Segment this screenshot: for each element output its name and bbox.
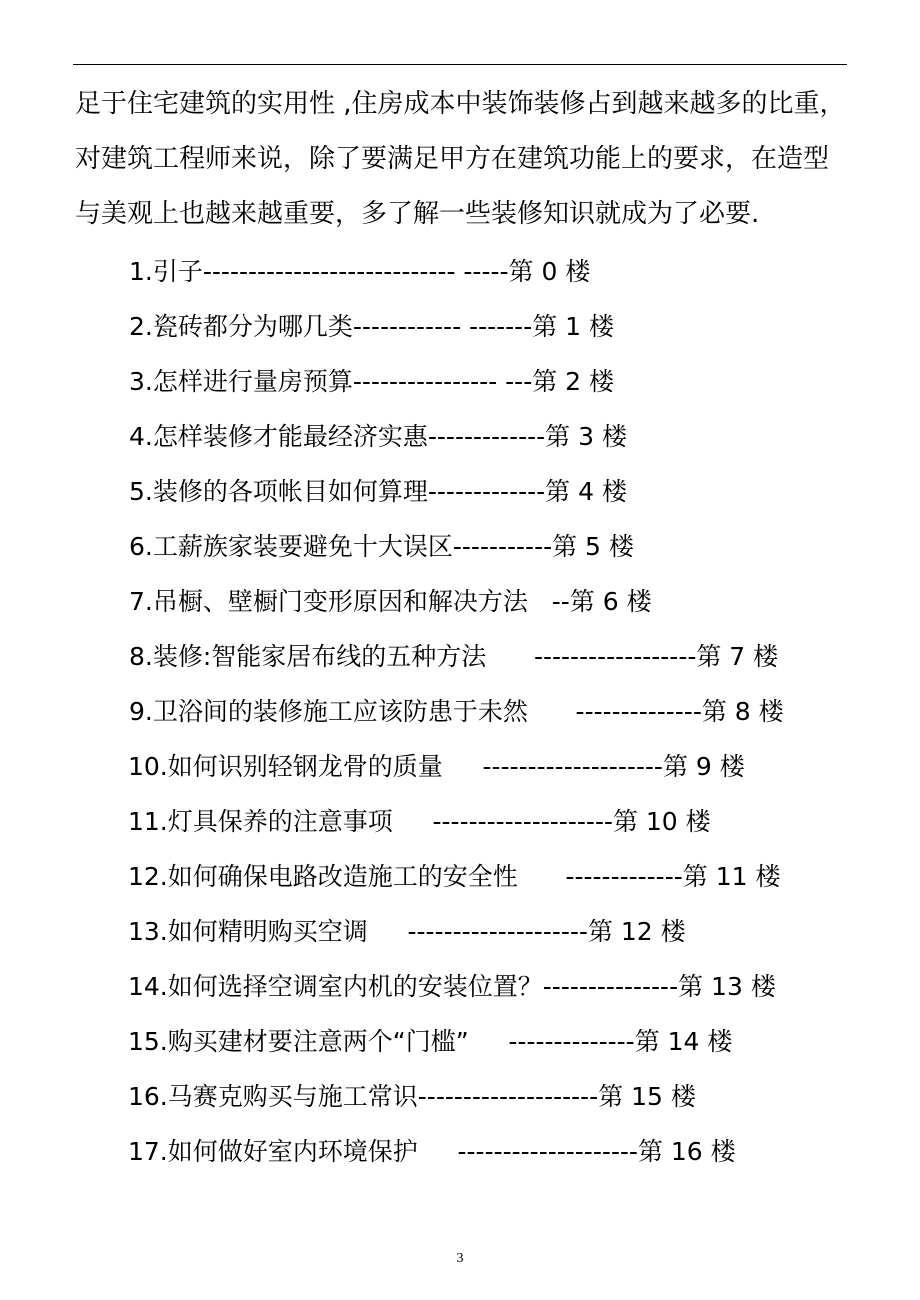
- toc-entry-number: 9.: [129, 697, 153, 726]
- toc-entry-number: 8.: [129, 642, 153, 671]
- toc-entry-floor: 第 6 楼: [569, 587, 652, 616]
- toc-entry-number: 3.: [129, 367, 153, 396]
- toc-entry-floor: 第 11 楼: [682, 862, 781, 891]
- toc-entry-floor: 第 2 楼: [532, 367, 615, 396]
- toc-entry-number: 15.: [128, 1027, 168, 1056]
- toc-entry-leader: ---------------: [542, 972, 679, 1001]
- toc-entry-leader: ------------------: [486, 642, 697, 671]
- toc-entry: [129, 366, 614, 398]
- toc-entry-title: 如何精明购买空调: [167, 917, 368, 946]
- toc-entry: [129, 641, 778, 673]
- toc-entry-floor: 第 1 楼: [532, 312, 615, 341]
- toc-entry-number: 6.: [129, 532, 153, 561]
- toc-entry-title: 灯具保养的注意事项: [167, 807, 393, 836]
- toc-entry-title: 吊橱、壁橱门变形原因和解决方法: [152, 587, 528, 616]
- toc-entry-number: 1.: [129, 257, 153, 286]
- toc-entry-number: 4.: [129, 422, 153, 451]
- toc-entry-number: 14.: [128, 972, 168, 1001]
- intro-paragraph-line: 足于住宅建筑的实用性 ,住房成本中装饰装修占到越来越多的比重，: [75, 89, 846, 119]
- toc-entry-title: 马赛克购买与施工常识: [167, 1082, 418, 1111]
- toc-entry-title: 装修:智能家居布线的五种方法: [152, 642, 487, 671]
- toc-entry-number: 7.: [129, 587, 153, 616]
- toc-entry: [128, 751, 745, 783]
- toc-entry: [129, 311, 614, 343]
- toc-entry-title: 引子: [152, 257, 203, 286]
- toc-entry-floor: 第 10 楼: [612, 807, 711, 836]
- toc-entry-floor: 第 12 楼: [587, 917, 686, 946]
- toc-entry: [129, 586, 652, 618]
- toc-entry-title: 如何确保电路改造施工的安全性: [167, 862, 518, 891]
- toc-entry-leader: -------------: [427, 422, 546, 451]
- toc-entry-leader: ------------ -------: [352, 312, 533, 341]
- toc-entry-leader: --------------------: [442, 752, 663, 781]
- toc-entry-floor: 第 0 楼: [508, 257, 591, 286]
- toc-entry: [129, 696, 784, 728]
- toc-entry-number: 17.: [128, 1137, 168, 1166]
- toc-entry: [129, 256, 590, 288]
- toc-entry-leader: ---------------------------- -----: [202, 257, 509, 286]
- page-number: 3: [456, 1251, 464, 1266]
- toc-entry-leader: --------------------: [392, 807, 613, 836]
- toc-entry-title: 怎样进行量房预算: [152, 367, 353, 396]
- toc-entry-floor: 第 13 楼: [678, 972, 776, 1001]
- toc-entry: [128, 1026, 732, 1058]
- toc-entry: [129, 531, 634, 563]
- toc-entry-floor: 第 7 楼: [696, 642, 779, 671]
- toc-entry-floor: 第 4 楼: [545, 477, 627, 506]
- toc-entry-title: 怎样装修才能最经济实惠: [152, 422, 428, 451]
- toc-entry-title: 卫浴间的装修施工应该防患于未然: [152, 697, 528, 726]
- toc-entry-leader: --------------------: [367, 917, 588, 946]
- toc-entry-leader: --: [527, 587, 570, 616]
- toc-entry-leader: -------------: [427, 477, 546, 506]
- toc-entry-number: 16.: [128, 1082, 168, 1111]
- toc-entry: [128, 861, 780, 893]
- toc-entry-title: 如何做好室内环境保护: [167, 1137, 418, 1166]
- toc-entry: [129, 476, 627, 508]
- toc-entry-number: 11.: [128, 807, 168, 836]
- toc-entry-number: 5.: [129, 477, 153, 506]
- intro-paragraph-line: 对建筑工程师来说，除了要满足甲方在建筑功能上的要求，在造型: [75, 144, 830, 174]
- toc-entry: [128, 916, 686, 948]
- toc-entry-title: 购买建材要注意两个“门槛”: [167, 1027, 469, 1056]
- toc-entry-leader: --------------------: [417, 1137, 638, 1166]
- toc-entry-floor: 第 5 楼: [552, 532, 634, 561]
- toc-entry-title: 如何选择空调室内机的安装位置？: [167, 972, 543, 1001]
- toc-entry-title: 瓷砖都分为哪几类: [152, 312, 353, 341]
- toc-entry-floor: 第 8 楼: [701, 697, 784, 726]
- toc-entry-title: 如何识别轻钢龙骨的质量: [167, 752, 443, 781]
- toc-entry-number: 10.: [128, 752, 168, 781]
- intro-paragraph-line: 与美观上也越来越重要，多了解一些装修知识就成为了必要.: [75, 199, 760, 229]
- toc-entry-number: 13.: [128, 917, 168, 946]
- toc-entry-number: 12.: [128, 862, 168, 891]
- toc-entry-leader: ---------------- ---: [352, 367, 533, 396]
- toc-entry: [129, 421, 627, 453]
- toc-entry-floor: 第 9 楼: [662, 752, 745, 781]
- toc-entry-leader: --------------: [527, 697, 702, 726]
- toc-entry-leader: --------------------: [417, 1082, 599, 1111]
- toc-entry-floor: 第 15 楼: [598, 1082, 696, 1111]
- toc-entry-leader: -------------: [517, 862, 683, 891]
- toc-entry-floor: 第 14 楼: [634, 1027, 733, 1056]
- toc-entry: [128, 806, 711, 838]
- toc-entry-floor: 第 3 楼: [545, 422, 627, 451]
- toc-entry-floor: 第 16 楼: [637, 1137, 736, 1166]
- toc-entry-leader: -----------: [452, 532, 553, 561]
- toc-entry-title: 工薪族家装要避免十大误区: [152, 532, 453, 561]
- toc-entry-title: 装修的各项帐目如何算理: [152, 477, 428, 506]
- toc-entry-number: 2.: [129, 312, 153, 341]
- toc-entry: [128, 1136, 736, 1168]
- toc-entry: [128, 971, 776, 1003]
- toc-entry: [128, 1081, 696, 1113]
- toc-entry-leader: --------------: [468, 1027, 635, 1056]
